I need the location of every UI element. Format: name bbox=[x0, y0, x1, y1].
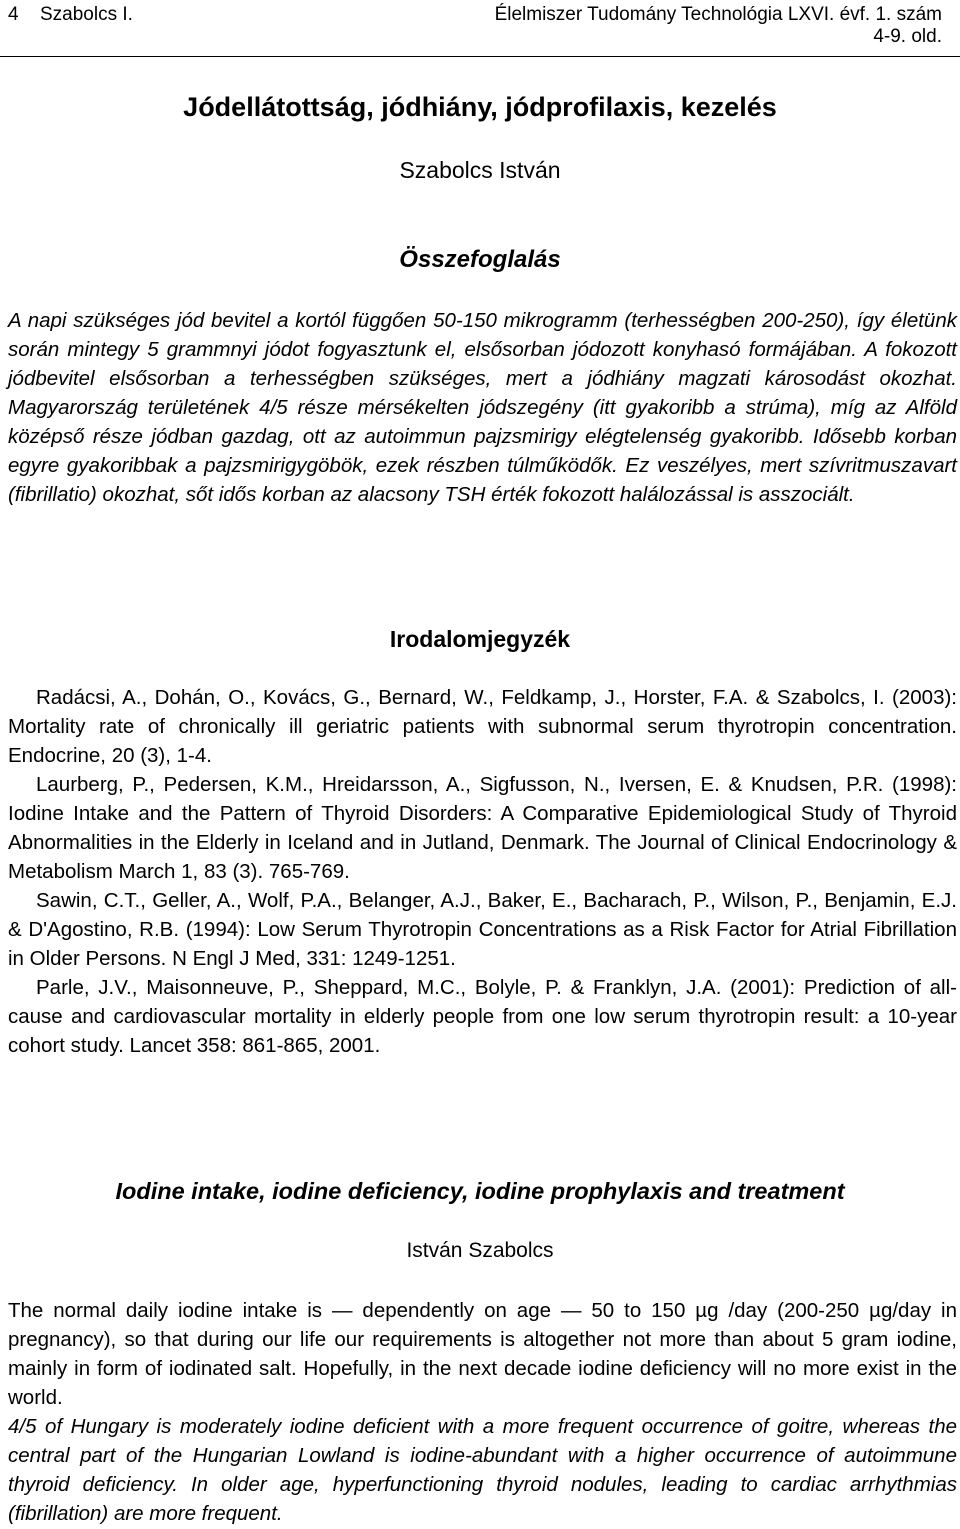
reference-item: Radácsi, A., Dohán, O., Kovács, G., Bernard, W., Feldkamp, J., Horster, F.A. & Szabolcs, I. (2003): Mortality rate of chronically ill geriatric patients with subnormal serum thyrotropin concentration. Endocrine, 20 (3), 1-4. bbox=[8, 686, 957, 767]
summary-hu: A napi szükséges jód bevitel a kortól függően 50-150 mikrogramm (terhességben 200-250), így életünk során mintegy 5 grammnyi jódot fogyasztunk el, elsősorban jódozott konyhasó formájában. A fokozott jódbevitel elsősorban a terhességben szükséges, mert a jódhiány magzati károsodást okozhat. Magyarország területének 4/5 része mérsékelten jódszegény (itt gyakoribb a strúma), míg az Alföld középső része jódban gazdag, ott az autoimmun pajzsmirigy elégtelenség gyakoribb. Idősebb korban egyre gyakoribbak a pajzsmirigygöbök, ezek részben túlműködők. Ez veszélyes, mert szívritmuszavart (fibrillatio) okozhat, sőt idős korban az alacsony TSH érték fokozott halálozással is asszociált. bbox=[8, 309, 957, 506]
author-en: István Szabolcs bbox=[406, 1239, 554, 1262]
author-hu: Szabolcs István bbox=[399, 157, 561, 183]
running-author: Szabolcs I. bbox=[40, 4, 133, 25]
journal-title: Élelmiszer Tudomány Technológia LXVI. évf. 1. szám bbox=[494, 4, 942, 25]
header-divider bbox=[0, 56, 960, 57]
article-title-en: Iodine intake, iodine deficiency, iodine prophylaxis and treatment bbox=[115, 1178, 845, 1204]
reference-item: Laurberg, P., Pedersen, K.M., Hreidarsson, A., Sigfusson, N., Iversen, E. & Knudsen, P.R. (1998): Iodine Intake and the Pattern of Thyroid Disorders: A Comparative Epidemiological Study of Thyroid Abnormalities in the Elderly in Iceland and in Jutland, Denmark. The Journal of Clinical Endocrinology & Metabolism March 1, 83 (3). 765-769. bbox=[8, 773, 957, 883]
reference-list bbox=[8, 683, 957, 1060]
reference-item: Parle, J.V., Maisonneuve, P., Sheppard, M.C., Bolyle, P. & Franklyn, J.A. (2001): Prediction of all-cause and cardiovascular mortality in elderly people from one low serum thyrotropin result: a 10-year cohort study. Lancet 358: 861-865, 2001. bbox=[8, 976, 957, 1057]
article-title-hu: Jódellátottság, jódhiány, jódprofilaxis, kezelés bbox=[183, 92, 777, 122]
page-number: 4 bbox=[8, 4, 19, 25]
summary-heading-hu: Összefoglalás bbox=[399, 246, 561, 273]
summary-en-para2: 4/5 of Hungary is moderately iodine deficient with a more frequent occurrence of goitre, whereas the central part of the Hungarian Lowland is iodine-abundant with a higher occurrence of autoimmune thyroid deficiency. In older age, hyperfunctioning thyroid nodules, leading to cardiac arrhythmias (fibrillation) are more frequent. bbox=[8, 1415, 957, 1525]
journal-info bbox=[495, 4, 942, 48]
reference-item: Sawin, C.T., Geller, A., Wolf, P.A., Belanger, A.J., Baker, E., Bacharach, P., Wilson, P., Benjamin, E.J. & D'Agostino, R.B. (1994): Low Serum Thyrotropin Concentrations as a Risk Factor for Atrial Fibrillation in Older Persons. N Engl J Med, 331: 1249-1251. bbox=[8, 889, 957, 970]
references-heading: Irodalomjegyzék bbox=[389, 626, 571, 652]
summary-en-para1: The normal daily iodine intake is — dependently on age — 50 to 150 µg /day (200-250 µg/day in pregnancy), so that during our life our requirements is altogether not more than about 5 gram iodine, mainly in form of iodinated salt. Hopefully, in the next decade iodine deficiency will no more exist in the world. bbox=[8, 1299, 957, 1409]
journal-pages: 4-9. old. bbox=[873, 26, 942, 47]
